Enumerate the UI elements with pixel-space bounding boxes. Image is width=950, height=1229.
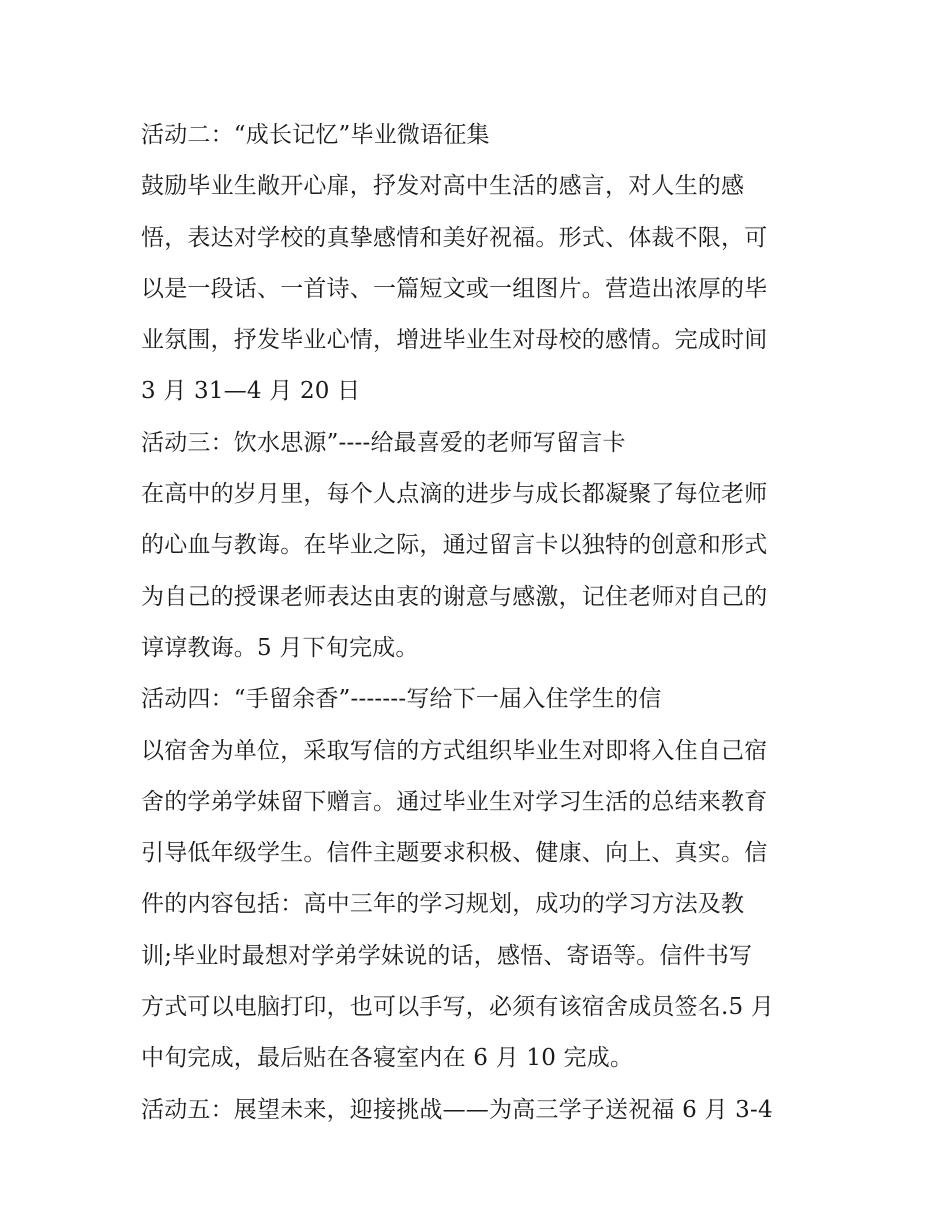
- body-text-line: 件的内容包括：高中三年的学习规划，成功的学习方法及教: [141, 891, 745, 918]
- body-text-line: 训;毕业时最想对学弟学妹说的话，感悟、寄语等。信件书写: [141, 942, 753, 969]
- heading-activity-2: 活动二：“成长记忆”毕业微语征集: [141, 122, 490, 148]
- body-text-line: 在高中的岁月里，每个人点滴的进步与成长都凝聚了每位老师: [141, 481, 768, 508]
- body-text-line: 以宿舍为单位，采取写信的方式组织毕业生对即将入住自己宿: [141, 737, 768, 764]
- body-text-line: 舍的学弟学妹留下赠言。通过毕业生对学习生活的总结来教育: [141, 788, 768, 815]
- body-text-line: 中旬完成，最后贴在各寝室内在 6 月 10 完成。: [141, 1045, 634, 1072]
- body-text-line: 悟，表达对学校的真挚感情和美好祝福。形式、体裁不限，可: [141, 224, 768, 251]
- body-text-line: 业氛围，抒发毕业心情，增进毕业生对母校的感情。完成时间: [141, 327, 768, 354]
- body-text-line: 引导低年级学生。信件主题要求积极、健康、向上、真实。信: [141, 840, 768, 867]
- heading-activity-3: 活动三：饮水思源”----给最喜爱的老师写留言卡: [141, 429, 626, 456]
- heading-activity-5: 活动五：展望未来，迎接挑战——为高三学子送祝福 6 月 3-4: [141, 1096, 773, 1123]
- body-text-line: 谆谆教诲。5 月下旬完成。: [141, 634, 419, 661]
- document-body: [141, 110, 821, 1136]
- body-text-line: 以是一段话、一首诗、一篇短文或一组图片。营造出浓厚的毕: [141, 275, 768, 302]
- body-text-line: 鼓励毕业生敞开心扉，抒发对高中生活的感言，对人生的感: [141, 173, 745, 200]
- body-text-line: 3 月 31—4 月 20 日: [141, 378, 361, 405]
- heading-activity-4: 活动四：“手留余香”-------写给下一届入住学生的信: [141, 686, 662, 713]
- body-text-line: 为自己的授课老师表达由衷的谢意与感激，记住老师对自己的: [141, 583, 768, 610]
- body-text-line: 方式可以电脑打印，也可以手写，必须有该宿舍成员签名.5 月: [141, 994, 775, 1021]
- body-text-line: 的心血与教诲。在毕业之际，通过留言卡以独特的创意和形式: [141, 532, 768, 559]
